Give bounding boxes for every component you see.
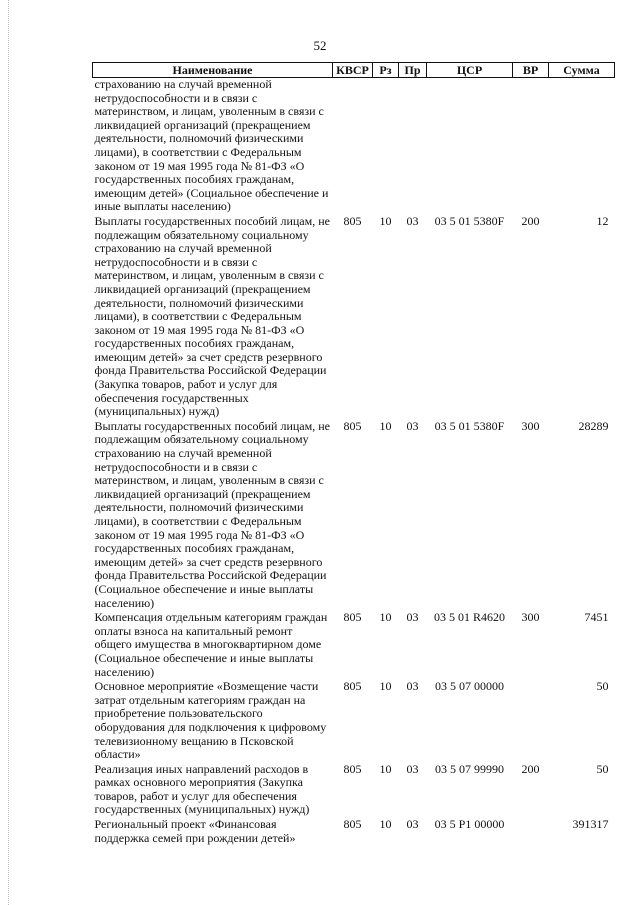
row-vr: 200 — [521, 213, 540, 228]
row-name: Реализация иных направлений расходов в рамках основного мероприятия (Закупка товаров, работ и услуг для обеспечения государственных (муниципальных) нужд) — [94, 761, 310, 817]
row-kvsr: 805 — [343, 418, 362, 433]
row-vr — [513, 817, 549, 845]
row-name: страхованию на случай временной нетрудоспособности и в связи с материнством, и лицам, уволенным в связи с ликвидацией организаций (прекращением деятельности, полномочий физическими лицами), в соответствии с Федеральным законом от 19 мая 1995 года № 81-ФЗ «О государственных пособиях гражданам, имеющим детей» (Социальное обеспечение и иные выплаты населению) — [94, 77, 329, 214]
row-pr: 03 — [406, 213, 419, 228]
row-pr: 03 — [406, 817, 419, 832]
row-pr: 03 — [406, 679, 419, 694]
row-pr: 03 — [406, 610, 419, 625]
header-pr: Пр — [399, 63, 427, 78]
row-rz — [373, 78, 399, 214]
row-pr: 03 — [406, 761, 419, 776]
header-csr: ЦСР — [427, 63, 513, 78]
scan-edge — [0, 0, 9, 905]
row-name: Основное мероприятие «Возмещение части затрат отдельным категориям граждан на приобретение пользовательского оборудования для подключения к цифровому телевизионному вещанию в Псковской области» — [94, 679, 327, 762]
row-name: Выплаты государственных пособий лицам, не подлежащим обязательному социальному страхованию на случай временной нетрудоспособности и в связи с материнством, и лицам, уволенным в связи с ликвидацией организаций (прекращением деятельности, полномочий физическими лицами), в соответствии с Федеральным законом от 19 мая 1995 года № 81-ФЗ «О государственных пособиях гражданам, имеющим детей» за счет средств резервного фонда Правительства Российской Федерации (Социальное обеспечение и иные выплаты населению) — [94, 418, 330, 610]
row-vr: 300 — [521, 418, 540, 433]
row-name: Компенсация отдельным категориям граждан оплаты взноса на капитальный ремонт общего имущества в многоквартирном доме (Социальное обеспечение и иные выплаты населению) — [94, 610, 328, 679]
row-vr: 300 — [521, 610, 540, 625]
row-rz: 10 — [379, 610, 392, 625]
row-csr: 03 5 07 00000 — [435, 679, 504, 694]
row-rz: 10 — [379, 213, 392, 228]
row-kvsr: 805 — [343, 761, 362, 776]
table-header-row — [93, 63, 615, 78]
row-rz: 10 — [379, 817, 392, 832]
table-row — [93, 817, 615, 845]
table-row — [93, 419, 615, 610]
row-csr — [427, 78, 513, 214]
row-pr — [399, 78, 427, 214]
table-row — [93, 679, 615, 762]
header-sum: Сумма — [549, 63, 615, 78]
row-rz: 10 — [379, 418, 392, 433]
row-rz: 10 — [379, 679, 392, 694]
header-rz: Рз — [373, 63, 399, 78]
table-row — [93, 762, 615, 817]
row-rz: 10 — [379, 761, 392, 776]
row-csr: 03 5 01 5380F — [434, 418, 505, 433]
row-csr: 03 5 01 5380F — [434, 213, 505, 228]
row-pr: 03 — [406, 418, 419, 433]
header-kvsr: КВСР — [333, 63, 373, 78]
table-row — [93, 214, 615, 419]
row-sum: 391317 — [572, 817, 609, 832]
row-kvsr — [333, 78, 373, 214]
header-name: Наименование — [93, 63, 333, 78]
budget-table — [92, 62, 615, 845]
page-number: 52 — [313, 38, 327, 53]
row-csr: 03 5 P1 00000 — [434, 817, 505, 832]
row-kvsr: 805 — [343, 679, 362, 694]
row-kvsr: 805 — [343, 213, 362, 228]
row-sum — [549, 78, 615, 214]
row-name: Выплаты государственных пособий лицам, не подлежащим обязательному социальному страхованию на случай временной нетрудоспособности и в связи с материнством, и лицам, уволенным в связи с ликвидацией организаций (прекращением деятельности, полномочий физическими лицами), в соответствии с Федеральным законом от 19 мая 1995 года № 81-ФЗ «О государственных пособиях гражданам, имеющим детей» за счет средств резервного фонда Правительства Российской Федерации (Закупка товаров, работ и услуг для обеспечения государственных (муниципальных) нужд) — [94, 213, 330, 419]
row-name: Региональный проект «Финансовая поддержка семей при рождении детей» — [94, 817, 296, 845]
table-row — [93, 78, 615, 214]
row-csr: 03 5 01 R4620 — [433, 610, 505, 625]
row-kvsr: 805 — [343, 817, 362, 832]
row-sum: 12 — [596, 213, 609, 228]
row-csr: 03 5 07 99990 — [435, 761, 504, 776]
row-kvsr: 805 — [343, 610, 362, 625]
row-vr — [513, 78, 549, 214]
row-vr — [513, 679, 549, 762]
table-row — [93, 610, 615, 679]
row-sum: 28289 — [578, 418, 609, 433]
row-sum: 50 — [596, 679, 609, 694]
header-vr: ВР — [513, 63, 549, 78]
row-vr: 200 — [521, 761, 540, 776]
row-sum: 7451 — [584, 610, 609, 625]
row-sum: 50 — [596, 761, 609, 776]
